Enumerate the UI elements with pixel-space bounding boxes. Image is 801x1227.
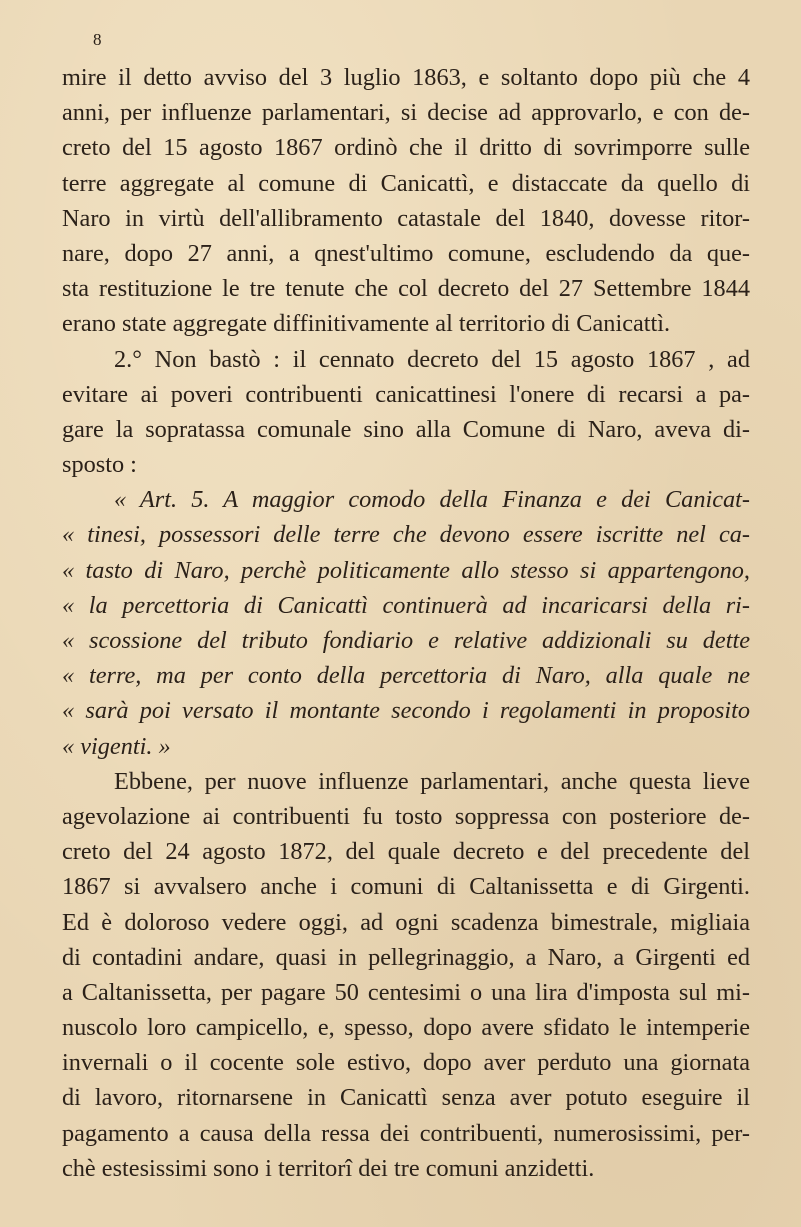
text-line: evitare ai poveri contribuenti canicattinesi l'onere di recarsi a pa-: [62, 380, 750, 408]
text-line: Ebbene, per nuove influenze parlamentari, anche questa lieve: [114, 767, 750, 795]
text-line: chè estesissimi sono i territorî dei tre comuni anzidetti.: [62, 1154, 595, 1182]
text-line: erano state aggregate diffinitivamente al territorio di Canicattì.: [62, 310, 671, 338]
text-line: nare, dopo 27 anni, a qnest'ultimo comune, escludendo da que-: [62, 239, 750, 267]
text-line: gare la sopratassa comunale sino alla Comune di Naro, aveva di-: [62, 415, 750, 443]
paragraph-3: [62, 764, 750, 1186]
text-line: sta restituzione le tre tenute che col decreto del 27 Settembre 1844: [62, 275, 750, 303]
text-line: Naro in virtù dell'allibramento catastale del 1840, dovesse ritor-: [62, 204, 750, 232]
text-line: Ed è doloroso vedere oggi, ad ogni scadenza bimestrale, migliaia: [62, 908, 750, 936]
text-line: terre aggregate al comune di Canicattì, e distaccate da quello di: [62, 169, 750, 197]
quote-line: « tinesi, possessori delle terre che devono essere iscritte nel ca-: [62, 521, 750, 549]
paragraph-2: [62, 342, 750, 483]
quoted-article: [62, 482, 750, 764]
quote-line: « tasto di Naro, perchè politicamente allo stesso si appartengono,: [62, 556, 750, 584]
text-line: nuscolo loro campicello, e, spesso, dopo avere sfidato le intemperie: [62, 1014, 750, 1042]
text-line: 2.° Non bastò : il cennato decreto del 15 agosto 1867 , ad: [114, 345, 750, 373]
text-line: creto del 15 agosto 1867 ordinò che il dritto di sovrimporre sulle: [62, 134, 750, 162]
paragraph-1: [62, 60, 750, 342]
text-line: di lavoro, ritornarsene in Canicattì senza aver potuto eseguire il: [62, 1084, 750, 1112]
page-number: 8: [93, 30, 102, 49]
quote-line: « scossione del tributo fondiario e relative addizionali su dette: [62, 627, 750, 654]
quote-line: « terre, ma per conto della percettoria di Naro, alla quale ne: [62, 662, 750, 690]
quote-line: « la percettoria di Canicattì continuerà ad incaricarsi della ri-: [62, 591, 750, 619]
text-line: sposto :: [62, 451, 137, 479]
quote-line: « vigenti. »: [62, 732, 171, 760]
text-line: agevolazione ai contribuenti fu tosto soppressa con posteriore de-: [62, 802, 750, 830]
text-line: creto del 24 agosto 1872, del quale decreto e del precedente del: [62, 838, 750, 866]
text-line: anni, per influenze parlamentari, si decise ad approvarlo, e con de-: [62, 99, 750, 127]
quote-line: « sarà poi versato il montante secondo i regolamenti in proposito: [62, 697, 750, 725]
text-line: invernali o il cocente sole estivo, dopo aver perduto una giornata: [62, 1049, 750, 1077]
text-line: a Caltanissetta, per pagare 50 centesimi o una lira d'imposta sul mi-: [62, 978, 750, 1006]
page-body: [62, 60, 750, 1186]
text-line: di contadini andare, quasi in pellegrinaggio, a Naro, a Girgenti ed: [62, 943, 750, 971]
text-line: pagamento a causa della ressa dei contribuenti, numerosissimi, per-: [62, 1119, 750, 1147]
text-line: mire il detto avviso del 3 luglio 1863, e soltanto dopo più che 4: [62, 64, 750, 91]
text-line: 1867 si avvalsero anche i comuni di Caltanissetta e di Girgenti.: [62, 873, 750, 901]
quote-line: « Art. 5. A maggior comodo della Finanza e dei Canicat-: [114, 486, 750, 514]
